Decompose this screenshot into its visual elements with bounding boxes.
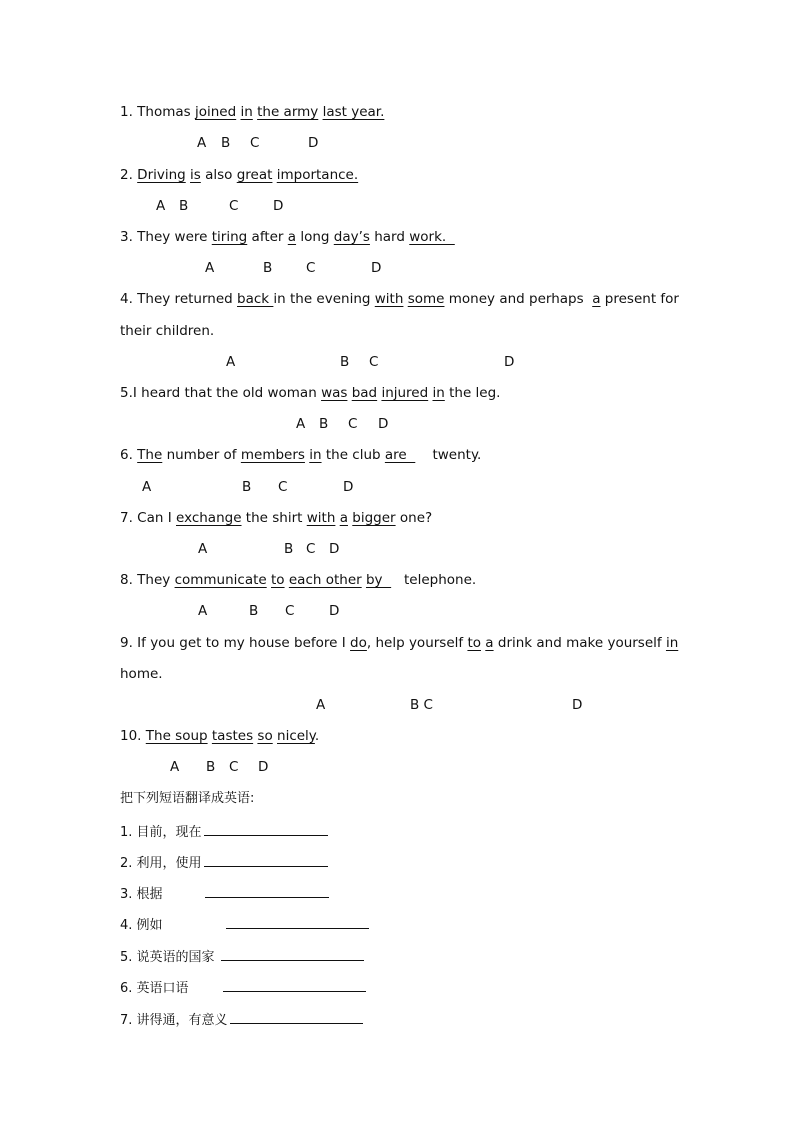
underlined-option: communicate xyxy=(174,572,267,588)
sentence-text: 6. xyxy=(120,447,138,463)
answer-blank[interactable] xyxy=(204,821,328,836)
underlined-option: are xyxy=(384,447,416,463)
translation-item-6 xyxy=(120,977,366,998)
choice-label-a: A xyxy=(316,697,326,713)
choice-label-a: A xyxy=(226,354,236,370)
underlined-option: bad xyxy=(351,385,378,401)
underlined-option: injured xyxy=(381,385,429,401)
sentence-text: , help yourself xyxy=(366,635,468,651)
question-7 xyxy=(120,509,432,527)
sentence-text: money and perhaps xyxy=(444,291,593,307)
translation-item-4 xyxy=(120,914,369,935)
underlined-option: the army xyxy=(257,104,319,120)
sentence-text: long xyxy=(296,229,334,245)
question-2 xyxy=(120,166,358,184)
choice-label-d: D xyxy=(343,479,354,495)
answer-blank[interactable] xyxy=(204,852,328,867)
translation-prompt: 7. 讲得通，有意义 xyxy=(120,1013,228,1028)
sentence-text: one? xyxy=(395,510,433,526)
choice-label-a: A xyxy=(296,416,306,432)
question-3 xyxy=(120,228,455,246)
translation-item-2 xyxy=(120,852,328,873)
choice-label-d: D xyxy=(308,135,319,151)
sentence-text: the shirt xyxy=(241,510,307,526)
sentence-text: 8. They xyxy=(120,572,175,588)
underlined-option: so xyxy=(257,728,273,744)
translation-prompt: 3. 根据 xyxy=(120,887,163,902)
underlined-option: to xyxy=(271,572,285,588)
sentence-text: telephone. xyxy=(391,572,477,588)
question-9 xyxy=(120,634,678,652)
answer-blank[interactable] xyxy=(226,914,369,929)
choice-label-b: B xyxy=(263,260,273,276)
translation-item-7 xyxy=(120,1009,363,1030)
underlined-option: to xyxy=(467,635,481,651)
underlined-option: nicely xyxy=(277,728,315,744)
sentence-text: . xyxy=(314,728,320,744)
answer-blank[interactable] xyxy=(223,977,366,992)
sentence-text: 5.I heard that the old woman xyxy=(120,385,322,401)
answer-blank[interactable] xyxy=(221,946,364,961)
choice-label-b: B xyxy=(206,759,216,775)
choice-label-d: D xyxy=(329,541,340,557)
sentence-text: 7. Can I xyxy=(120,510,176,526)
choice-label-b: B xyxy=(319,416,329,432)
underlined-option: The xyxy=(137,447,163,463)
underlined-option: tiring xyxy=(211,229,248,245)
choice-label-a: A xyxy=(156,198,166,214)
question-1 xyxy=(120,103,384,121)
choice-label-c: C xyxy=(278,479,288,495)
choice-label-b: B xyxy=(221,135,231,151)
underlined-option: in xyxy=(309,447,322,463)
underlined-option: back xyxy=(237,291,274,307)
underlined-option: Driving xyxy=(137,167,186,183)
underlined-option: is xyxy=(190,167,201,183)
choice-label-d: D xyxy=(258,759,269,775)
translation-item-5 xyxy=(120,946,364,967)
question-10 xyxy=(120,727,319,745)
choice-label-a: A xyxy=(198,541,208,557)
question-5 xyxy=(120,384,500,402)
sentence-text: 1. Thomas xyxy=(120,104,195,120)
underlined-option: tastes xyxy=(211,728,254,744)
sentence-text: 2. xyxy=(120,167,138,183)
choice-label-c: C xyxy=(229,198,239,214)
sentence-text: in the evening xyxy=(273,291,375,307)
choice-label-a: A xyxy=(142,479,152,495)
question-9-continuation: home. xyxy=(120,666,163,682)
choice-label-a: A xyxy=(170,759,180,775)
choice-label-d: D xyxy=(378,416,389,432)
choice-label-b: B xyxy=(249,603,259,619)
choice-label-c: C xyxy=(306,541,316,557)
choice-label-bc: B C xyxy=(410,697,433,713)
choice-label-d: D xyxy=(273,198,284,214)
choice-label-c: C xyxy=(369,354,379,370)
underlined-option: The soup xyxy=(145,728,208,744)
sentence-text: number of xyxy=(162,447,241,463)
underlined-option: some xyxy=(407,291,445,307)
underlined-option: was xyxy=(321,385,348,401)
choice-label-b: B xyxy=(284,541,294,557)
sentence-text: hard xyxy=(369,229,410,245)
sentence-text: present for xyxy=(600,291,679,307)
underlined-option: in xyxy=(665,635,679,651)
underlined-option: a xyxy=(339,510,348,526)
underlined-option: with xyxy=(374,291,404,307)
question-4-continuation: their children. xyxy=(120,323,215,339)
choice-label-d: D xyxy=(572,697,583,713)
underlined-option: a xyxy=(592,291,601,307)
underlined-option: last year. xyxy=(322,104,385,120)
choice-label-a: A xyxy=(205,260,215,276)
underlined-option: work. xyxy=(409,229,455,245)
underlined-option: in xyxy=(432,385,445,401)
question-8 xyxy=(120,571,476,589)
choice-label-c: C xyxy=(229,759,239,775)
sentence-text: after xyxy=(247,229,288,245)
underlined-option: exchange xyxy=(176,510,242,526)
choice-label-d: D xyxy=(371,260,382,276)
translation-prompt: 2. 利用，使用 xyxy=(120,856,202,871)
choice-label-b: B xyxy=(242,479,252,495)
sentence-text: 4. They returned xyxy=(120,291,238,307)
translation-heading: 把下列短语翻译成英语: xyxy=(120,791,255,806)
underlined-option: day’s xyxy=(333,229,370,245)
choice-label-d: D xyxy=(504,354,515,370)
translation-item-3 xyxy=(120,883,329,904)
translation-prompt: 6. 英语口语 xyxy=(120,981,189,996)
underlined-option: joined xyxy=(194,104,237,120)
choice-label-c: C xyxy=(285,603,295,619)
underlined-option: importance. xyxy=(276,167,359,183)
underlined-option: a xyxy=(485,635,494,651)
underlined-option: each other xyxy=(288,572,362,588)
choice-label-a: A xyxy=(197,135,207,151)
choice-label-b: B xyxy=(179,198,189,214)
underlined-option: in xyxy=(240,104,253,120)
underlined-option: by xyxy=(365,572,392,588)
translation-prompt: 4. 例如 xyxy=(120,918,163,933)
sentence-text: also xyxy=(200,167,237,183)
underlined-option: do xyxy=(350,635,367,651)
choice-label-a: A xyxy=(198,603,208,619)
question-4 xyxy=(120,290,679,308)
translation-item-1 xyxy=(120,821,328,842)
sentence-text: drink and make yourself xyxy=(493,635,666,651)
underlined-option: a xyxy=(287,229,297,245)
answer-blank[interactable] xyxy=(205,883,329,898)
translation-prompt: 5. 说英语的国家 xyxy=(120,950,215,965)
underlined-option: with xyxy=(306,510,336,526)
choice-label-c: C xyxy=(306,260,316,276)
underlined-option: great xyxy=(236,167,273,183)
underlined-option: bigger xyxy=(352,510,396,526)
sentence-text: the leg. xyxy=(444,385,501,401)
question-6 xyxy=(120,446,481,464)
choice-label-c: C xyxy=(250,135,260,151)
choice-label-d: D xyxy=(329,603,340,619)
sentence-text: 10. xyxy=(120,728,146,744)
sentence-text: the club xyxy=(321,447,385,463)
underlined-option: members xyxy=(240,447,305,463)
sentence-text: 9. If you get to my house before I xyxy=(120,635,351,651)
choice-label-c: C xyxy=(348,416,358,432)
choice-label-b: B xyxy=(340,354,350,370)
answer-blank[interactable] xyxy=(230,1009,363,1024)
translation-prompt: 1. 目前，现在 xyxy=(120,825,202,840)
sentence-text: twenty. xyxy=(415,447,482,463)
sentence-text: 3. They were xyxy=(120,229,212,245)
